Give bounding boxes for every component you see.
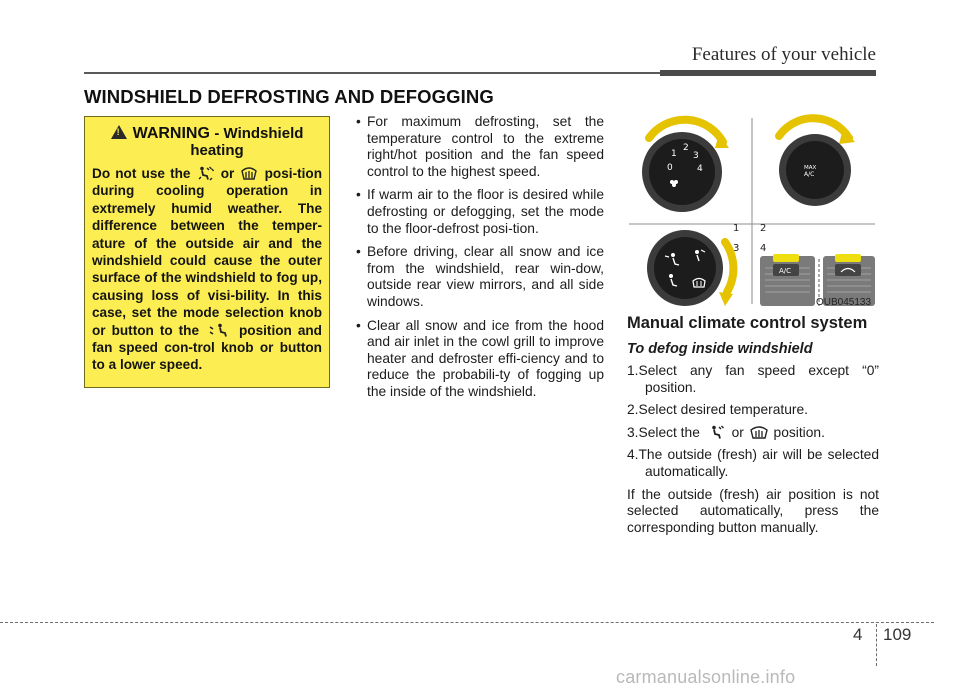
- footer-divider: [876, 624, 877, 666]
- manual-climate-section: [627, 314, 879, 536]
- defrost-icon: [749, 425, 769, 440]
- header-bar: [660, 70, 876, 76]
- section-subheading: To defog inside windshield: [627, 341, 813, 357]
- warning-text-1: Do not use the: [92, 166, 191, 181]
- warning-text-2: posi-tion during cooling operation in extremely humid weather. The difference between the temper-ature of the outside air and the windshield could cause the outer surface of the windshield to fog up, causing loss of visi-bility. In this case, set the mode selection knob or button to the: [92, 166, 323, 338]
- footer-rule: [0, 622, 934, 623]
- fan-tick: 2: [683, 143, 689, 153]
- warning-text-or: or: [220, 166, 235, 181]
- page-title: WINDSHIELD DEFROSTING AND DEFOGGING: [84, 86, 494, 107]
- warning-triangle-icon: [111, 125, 127, 139]
- warning-text-3: position and fan speed con-trol knob or button to a lower speed.: [92, 322, 322, 373]
- list-item: • If warm air to the floor is desired while defrosting or defogging, set the mode to the floor-defrost posi-tion.: [354, 187, 604, 237]
- floor-defrost-icon: [206, 323, 232, 338]
- step-item: 4.The outside (fresh) air will be selected automatically.: [627, 447, 879, 479]
- running-header: Features of your vehicle: [691, 44, 876, 65]
- list-item: • Clear all snow and ice from the hood and air inlet in the cowl grill to improve heater and defroster effi-ciency and to reduce the probabili-ty of fogging up the inside of the windshield.: [354, 318, 604, 401]
- watermark: carmanualsonline.info: [616, 667, 796, 687]
- fan-tick: 0: [667, 163, 673, 173]
- step3-text-b: position.: [773, 424, 825, 440]
- panel-label: 2: [760, 223, 767, 234]
- step3-text-a: 3.Select the: [627, 424, 700, 440]
- panel-label: 1: [733, 223, 740, 234]
- note-text: If the outside (fresh) air position is not selected automatically, press the corresponding button manually.: [627, 486, 879, 535]
- warning-header: [92, 125, 322, 159]
- panel-label: 4: [760, 243, 767, 254]
- fan-tick: 4: [697, 164, 703, 174]
- section-heading: Manual climate control system: [627, 314, 868, 332]
- floor-defrost-icon: [705, 425, 727, 440]
- panel-label: 3: [733, 243, 740, 254]
- fan-tick: 3: [693, 151, 699, 161]
- step3-text-or: or: [731, 424, 744, 440]
- warning-label: WARNING: [132, 125, 210, 142]
- chapter-number: 4: [853, 625, 863, 644]
- list-item: • For maximum defrosting, set the temperature control to the extreme right/hot position and the fan speed control to the highest speed.: [354, 114, 604, 180]
- warning-subtitle-2: heating: [190, 142, 244, 159]
- ac-button-label: A/C: [779, 267, 792, 275]
- defrost-icon: [240, 166, 258, 181]
- warning-subtitle: - Windshield: [214, 125, 304, 142]
- header-rule: [84, 72, 664, 74]
- defrost-tips-list: [354, 114, 604, 408]
- step-item: [627, 425, 879, 442]
- climate-control-figure: [627, 114, 877, 310]
- warning-text: [92, 165, 322, 374]
- max-ac-label: MAX: [804, 165, 817, 171]
- warning-box: [84, 116, 330, 388]
- floor-defrost-icon: [197, 166, 215, 181]
- figure-code: OUB045133: [816, 297, 872, 308]
- page-number: 109: [883, 625, 912, 644]
- ac-button-panel: [760, 254, 815, 306]
- list-item: • Before driving, clear all snow and ice from the windshield, rear win-dow, outside rear view mirrors, and all side windows.: [354, 244, 604, 310]
- step-item: 1.Select any fan speed except “0” position.: [627, 363, 879, 395]
- fan-tick: 1: [671, 149, 677, 159]
- max-ac-label-2: A/C: [804, 171, 815, 178]
- step-item: 2.Select desired temperature.: [627, 402, 808, 418]
